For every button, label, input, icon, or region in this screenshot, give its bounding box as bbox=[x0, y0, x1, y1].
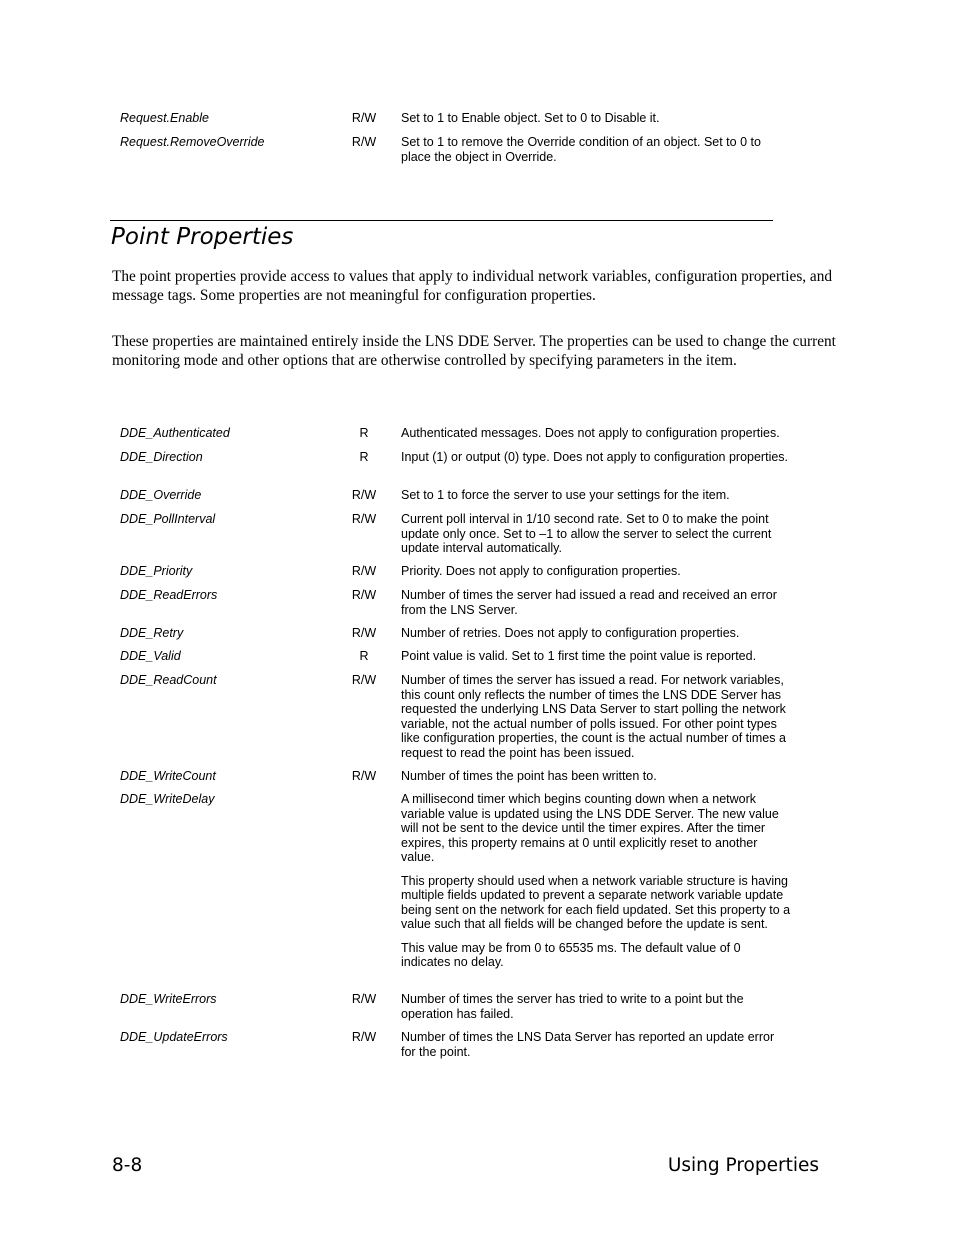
property-name: DDE_Authenticated bbox=[120, 426, 230, 440]
property-access: R/W bbox=[351, 588, 377, 602]
property-description-paragraph: Number of times the server has issued a read. For network variables, this count only reflects the number of times the LNS DDE Server has requested the underlying LNS Data Server to start polling the network variable, not the actual number of polls issued. For other point types like configuration properties, the count is the actual number of times a request to read the point has been issued. bbox=[401, 673, 786, 760]
intro-paragraph-2: These properties are maintained entirely inside the LNS DDE Server. The properties can be used to change the current monitoring mode and other options that are otherwise controlled by specifying parameters in the item. bbox=[112, 333, 836, 369]
property-description-paragraph: Number of times the server had issued a read and received an error from the LNS Server. bbox=[401, 588, 777, 617]
property-access: R/W bbox=[351, 1030, 377, 1044]
property-description-paragraph: A millisecond timer which begins counting down when a network variable value is updated using the LNS DDE Server. The new value will not be sent to the device until the timer expires. After the timer expires, this property remains at 0 until explicitly reset to another value. bbox=[401, 792, 779, 864]
property-description-paragraph: Number of times the server has tried to write to a point but the operation has failed. bbox=[401, 992, 744, 1021]
property-description bbox=[401, 626, 791, 641]
property-description-paragraph: Number of times the LNS Data Server has reported an update error for the point. bbox=[401, 1030, 775, 1059]
property-description bbox=[401, 426, 791, 441]
property-name: DDE_WriteErrors bbox=[120, 992, 217, 1006]
property-description bbox=[401, 992, 791, 1021]
property-name: Request.RemoveOverride bbox=[120, 135, 265, 149]
property-name: DDE_Valid bbox=[120, 649, 181, 663]
property-name: DDE_WriteCount bbox=[120, 769, 216, 783]
property-name: DDE_ReadErrors bbox=[120, 588, 218, 602]
property-description bbox=[401, 512, 791, 556]
footer-section-name: Using Properties bbox=[667, 1155, 819, 1176]
property-description bbox=[401, 111, 791, 126]
property-description bbox=[401, 673, 791, 760]
property-name: DDE_WriteDelay bbox=[120, 792, 215, 806]
property-description-paragraph: This value may be from 0 to 65535 ms. The default value of 0 indicates no delay. bbox=[401, 940, 741, 969]
property-description bbox=[401, 488, 791, 503]
property-description-paragraph: Set to 1 to force the server to use your settings for the item. bbox=[401, 488, 730, 502]
section-title: Point Properties bbox=[111, 224, 294, 250]
property-description-paragraph: Current poll interval in 1/10 second rate. Set to 0 to make the point update only once. Set to –1 to allow the server to select the current update interval automatically. bbox=[401, 512, 772, 555]
property-name: DDE_Override bbox=[120, 488, 202, 502]
property-description-paragraph: Input (1) or output (0) type. Does not apply to configuration properties. bbox=[401, 450, 789, 464]
property-access: R/W bbox=[351, 135, 377, 149]
property-name: DDE_PollInterval bbox=[120, 512, 216, 526]
property-name: DDE_UpdateErrors bbox=[120, 1030, 228, 1044]
property-description-paragraph: Priority. Does not apply to configuration properties. bbox=[401, 564, 681, 578]
property-access: R bbox=[359, 649, 369, 663]
property-name: Request.Enable bbox=[120, 111, 209, 125]
property-access: R/W bbox=[351, 512, 377, 526]
property-description-paragraph: Set to 1 to Enable object. Set to 0 to Disable it. bbox=[401, 111, 660, 125]
property-description bbox=[401, 1030, 791, 1059]
property-description bbox=[401, 588, 791, 617]
property-description bbox=[401, 792, 791, 970]
property-description-paragraph: Number of retries. Does not apply to configuration properties. bbox=[401, 626, 740, 640]
property-description bbox=[401, 135, 791, 164]
property-description-paragraph: Authenticated messages. Does not apply to configuration properties. bbox=[401, 426, 780, 440]
property-access: R bbox=[359, 426, 369, 440]
property-name: DDE_ReadCount bbox=[120, 673, 217, 687]
property-access: R/W bbox=[351, 992, 377, 1006]
property-access: R/W bbox=[351, 673, 377, 687]
property-access: R/W bbox=[351, 488, 377, 502]
property-description-paragraph: Point value is valid. Set to 1 first time the point value is reported. bbox=[401, 649, 757, 663]
property-description-paragraph: Number of times the point has been written to. bbox=[401, 769, 657, 783]
property-description bbox=[401, 564, 791, 579]
property-access: R bbox=[359, 450, 369, 464]
property-description-paragraph: This property should used when a network variable structure is having multiple fields updated to prevent a separate network variable update being sent on the network for each field updated. Set this property to a value such that all fields will be changed before the update is sent. bbox=[401, 873, 791, 931]
property-name: DDE_Direction bbox=[120, 450, 203, 464]
property-access: R/W bbox=[351, 626, 377, 640]
property-access: R/W bbox=[351, 564, 377, 578]
property-description bbox=[401, 450, 791, 465]
property-name: DDE_Priority bbox=[120, 564, 193, 578]
footer-page-number: 8-8 bbox=[112, 1155, 143, 1176]
property-description bbox=[401, 649, 791, 664]
section-rule bbox=[110, 220, 773, 221]
property-description-paragraph: Set to 1 to remove the Override condition of an object. Set to 0 to place the object in Override. bbox=[401, 135, 761, 164]
property-access: R/W bbox=[351, 111, 377, 125]
intro-paragraph-1: The point properties provide access to values that apply to individual network variables, configuration properties, and message tags. Some properties are not meaningful for configuration properties. bbox=[112, 268, 833, 304]
property-name: DDE_Retry bbox=[120, 626, 184, 640]
property-access: R/W bbox=[351, 769, 377, 783]
property-description bbox=[401, 769, 791, 784]
